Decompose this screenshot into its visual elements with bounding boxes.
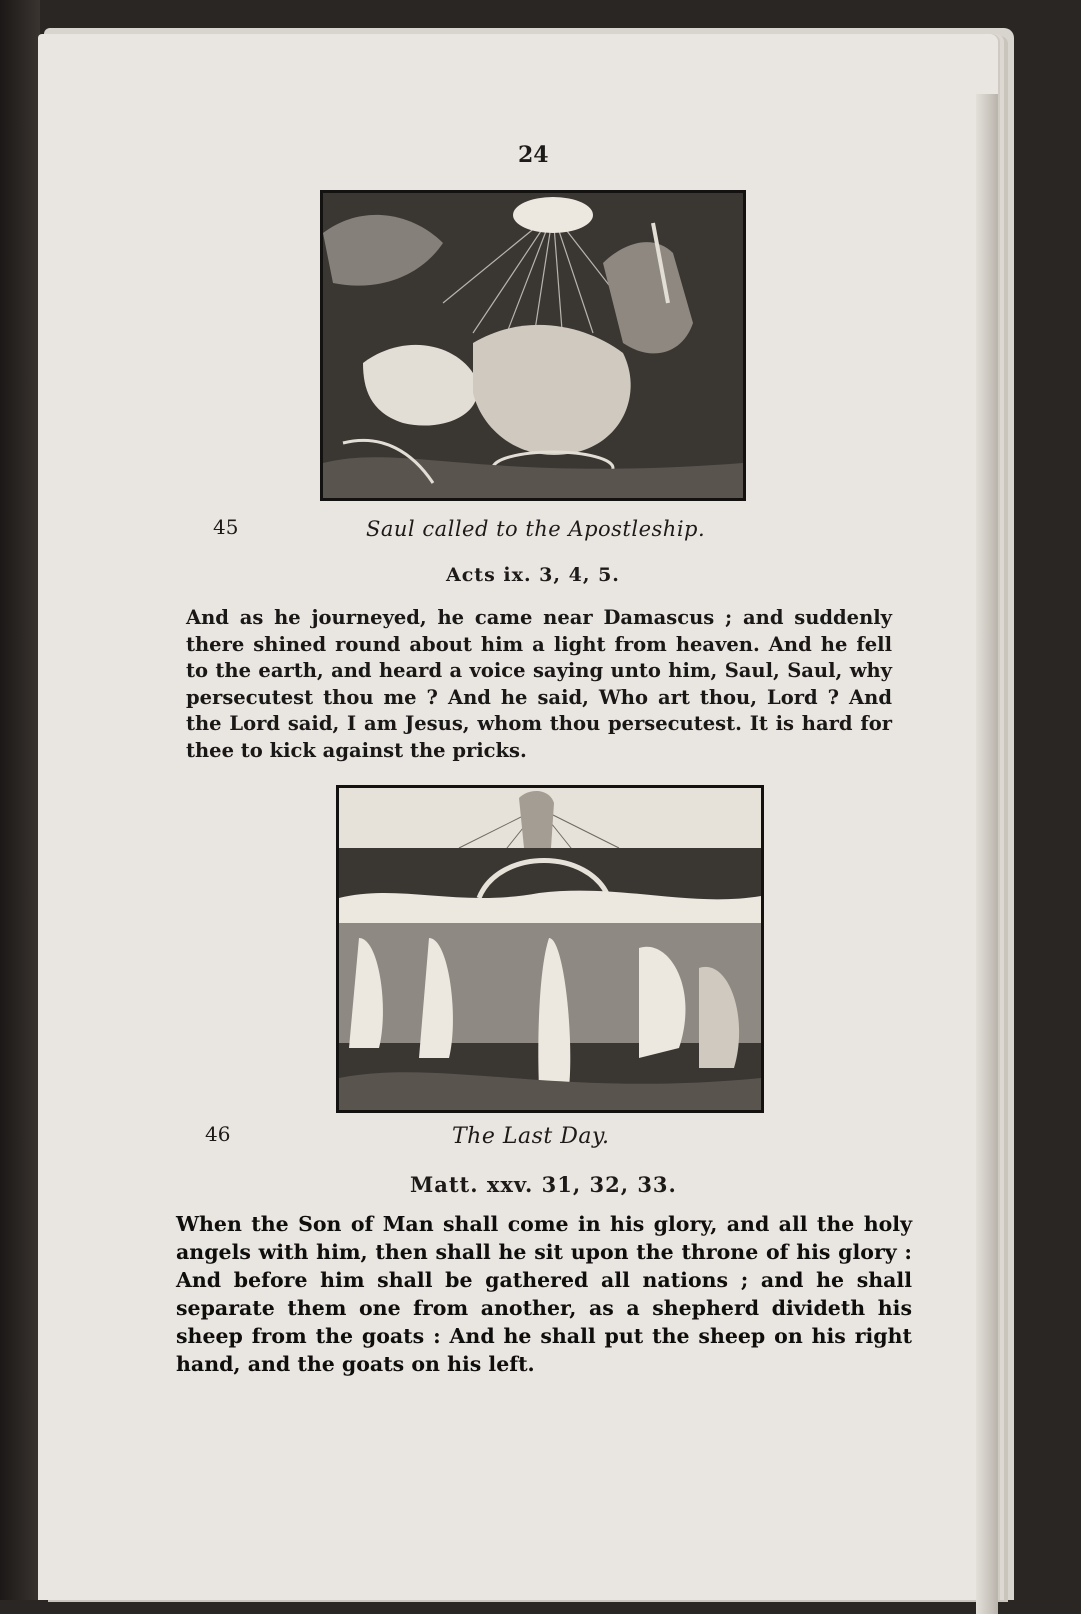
plate-number-45: 45 [213, 515, 239, 539]
plate-number-46: 46 [205, 1122, 231, 1146]
woodcut-last-day-illustration [336, 785, 764, 1113]
woodcut-saul-illustration [320, 190, 746, 501]
scripture-reference-46: Matt. xxv. 31, 32, 33. [410, 1172, 677, 1197]
verse-text-45: And as he journeyed, he came near Damascus ; and suddenly there shined round about him a light from heaven. And he fell to the earth, and heard a voice saying unto him, Saul, Saul, why persecutest thou me ? And he said, Who art thou, Lord ? And the Lord said, I am Jesus, whom thou persecutest. It is hard for thee to kick against the pricks. [186, 606, 892, 762]
scripture-reference-45: Acts ix. 3, 4, 5. [446, 564, 620, 586]
page-number: 24 [518, 142, 549, 168]
verse-text-46: When the Son of Man shall come in his glory, and all the holy angels with him, then shall he sit upon the throne of his glory : And before him shall be gathered all nations ; and he shall separate them one from another, as a shepherd divideth his sheep from the goats : And he shall put the sheep on his right hand, and the goats on his left. [176, 1212, 912, 1376]
page-edge [976, 94, 998, 1614]
plate-title-45: Saul called to the Apostleship. [366, 517, 706, 541]
background-shadow [0, 0, 40, 1600]
plate-title-46: The Last Day. [452, 1124, 610, 1149]
